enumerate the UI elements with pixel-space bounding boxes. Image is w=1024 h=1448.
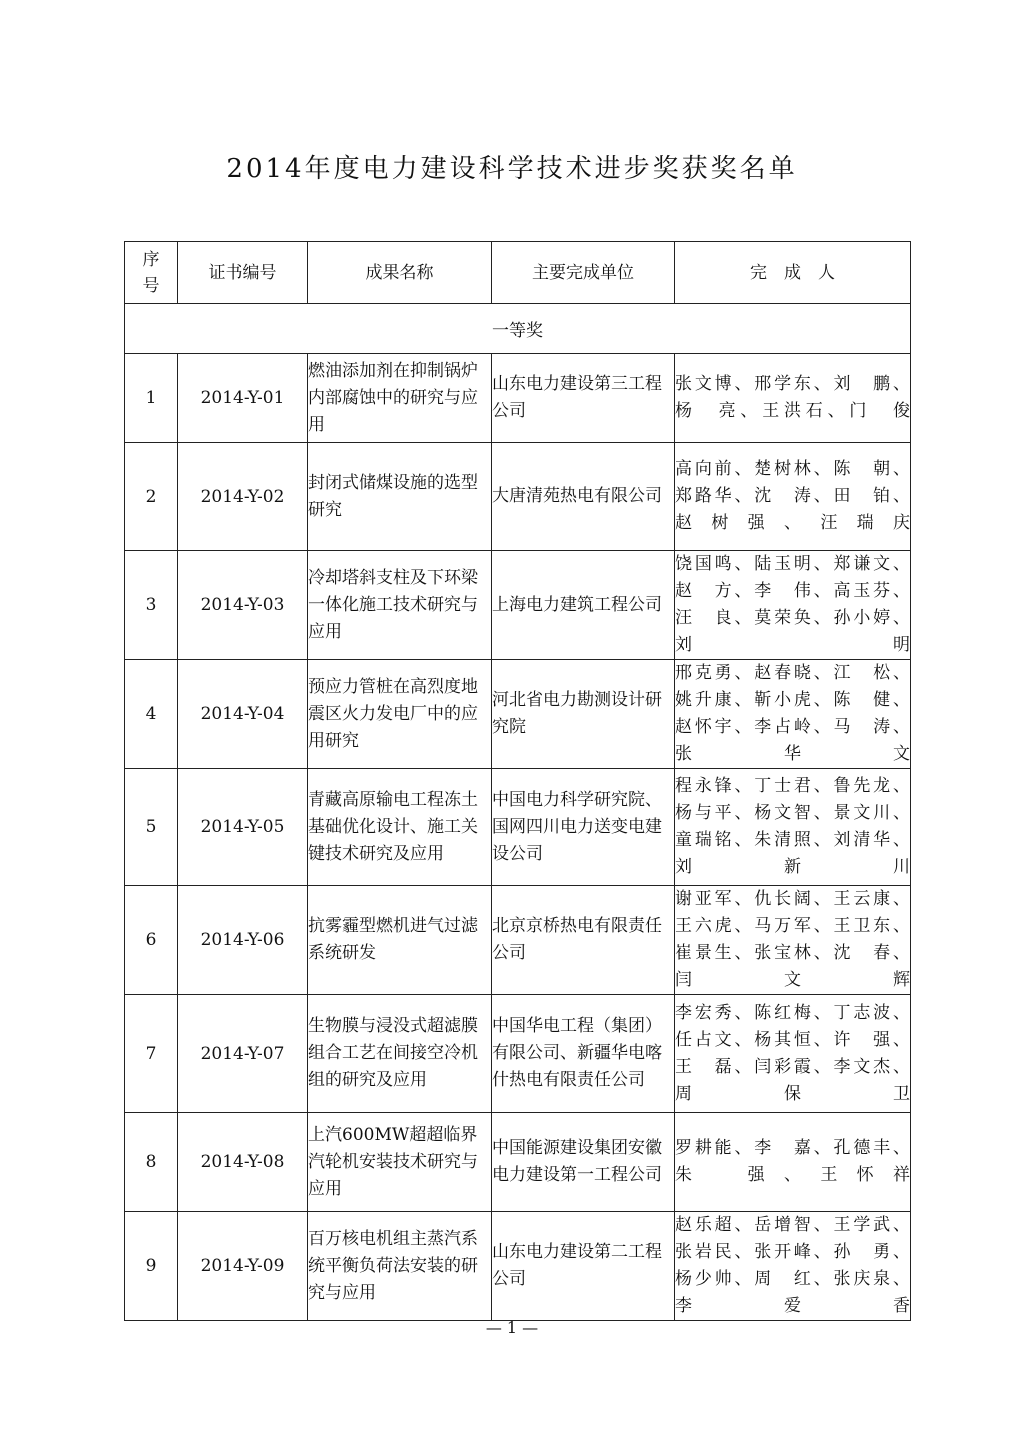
people-line: 刘 明 <box>675 635 910 655</box>
header-people: 完 成 人 <box>675 242 911 304</box>
row-unit: 上海电力建筑工程公司 <box>492 551 675 660</box>
row-people <box>675 1212 911 1321</box>
row-code: 2014-Y-03 <box>178 551 308 660</box>
people-line: 张华文 <box>675 744 910 764</box>
people-line: 赵怀宇、李占岭、马 涛、 <box>675 717 910 737</box>
row-name: 封闭式储煤设施的选型研究 <box>308 443 492 551</box>
row-no: 2 <box>125 443 178 551</box>
row-people <box>675 443 911 551</box>
table-row <box>125 354 911 443</box>
row-people <box>675 886 911 995</box>
table-row <box>125 886 911 995</box>
table-row <box>125 443 911 551</box>
header-name: 成果名称 <box>308 242 492 304</box>
row-no: 4 <box>125 660 178 769</box>
row-unit: 山东电力建设第二工程公司 <box>492 1212 675 1321</box>
header-no: 序号 <box>125 242 178 304</box>
page-title: 2014年度电力建设科学技术进步奖获奖名单 <box>226 154 798 184</box>
people-line: 周保卫 <box>675 1083 910 1104</box>
people-line: 赵乐超、岳增智、王学武、 <box>675 1215 910 1235</box>
people-line: 李宏秀、陈红梅、丁志波、 <box>675 1002 910 1023</box>
row-unit: 山东电力建设第三工程公司 <box>492 354 675 443</box>
people-line: 闫文辉 <box>675 970 910 990</box>
people-line: 张岩民、张开峰、孙 勇、 <box>675 1242 910 1262</box>
row-name: 燃油添加剂在抑制锅炉内部腐蚀中的研究与应用 <box>308 354 492 443</box>
row-people <box>675 660 911 769</box>
people-line: 赵树强、汪瑞庆 <box>675 513 910 533</box>
section-label: 一等奖 <box>125 304 911 354</box>
people-line: 任占文、杨其恒、许 强、 <box>675 1029 910 1050</box>
people-line: 汪 良、莫荣奂、孙小婷、 <box>675 608 910 628</box>
row-no: 7 <box>125 995 178 1113</box>
section-row <box>125 304 911 354</box>
people-line: 杨少帅、周 红、张庆泉、 <box>675 1269 910 1289</box>
row-name: 上汽600MW超超临界汽轮机安装技术研究与应用 <box>308 1113 492 1212</box>
table-row <box>125 769 911 886</box>
row-name: 生物膜与浸没式超滤膜组合工艺在间接空冷机组的研究及应用 <box>308 995 492 1113</box>
row-name: 百万核电机组主蒸汽系统平衡负荷法安装的研究与应用 <box>308 1212 492 1321</box>
row-code: 2014-Y-04 <box>178 660 308 769</box>
header-unit: 主要完成单位 <box>492 242 675 304</box>
row-code: 2014-Y-02 <box>178 443 308 551</box>
row-code: 2014-Y-08 <box>178 1113 308 1212</box>
people-line: 杨与平、杨文智、景文川、 <box>675 803 910 823</box>
people-line: 童瑞铭、朱清照、刘清华、 <box>675 830 910 850</box>
people-line: 刘新川 <box>675 857 910 877</box>
awards-table <box>124 241 911 1321</box>
row-no: 8 <box>125 1113 178 1212</box>
row-people <box>675 1113 911 1212</box>
row-people <box>675 769 911 886</box>
row-code: 2014-Y-01 <box>178 354 308 443</box>
row-name: 青藏高原输电工程冻土基础优化设计、施工关键技术研究及应用 <box>308 769 492 886</box>
people-line: 赵 方、李 伟、高玉芬、 <box>675 581 910 601</box>
people-line: 程永锋、丁士君、鲁先龙、 <box>675 776 910 796</box>
row-unit: 中国能源建设集团安徽电力建设第一工程公司 <box>492 1113 675 1212</box>
people-line: 朱 强、王怀祥 <box>675 1165 910 1185</box>
people-line: 王 磊、闫彩霞、李文杰、 <box>675 1056 910 1077</box>
people-line: 张文博、邢学东、刘 鹏、 <box>675 374 910 394</box>
row-name: 冷却塔斜支柱及下环梁一体化施工技术研究与应用 <box>308 551 492 660</box>
people-line: 饶国鸣、陆玉明、郑谦文、 <box>675 554 910 574</box>
table-header-row <box>125 242 911 304</box>
row-people <box>675 551 911 660</box>
row-unit: 中国电力科学研究院、国网四川电力送变电建设公司 <box>492 769 675 886</box>
row-code: 2014-Y-09 <box>178 1212 308 1321</box>
people-line: 王六虎、马万军、王卫东、 <box>675 916 910 936</box>
row-people <box>675 354 911 443</box>
row-unit: 大唐清苑热电有限公司 <box>492 443 675 551</box>
header-code: 证书编号 <box>178 242 308 304</box>
row-code: 2014-Y-07 <box>178 995 308 1113</box>
people-line: 杨 亮、王洪石、门 俊 <box>675 401 910 421</box>
row-name: 预应力管桩在高烈度地震区火力发电厂中的应用研究 <box>308 660 492 769</box>
people-line: 姚升康、靳小虎、陈 健、 <box>675 690 910 710</box>
people-line: 邢克勇、赵春晓、江 松、 <box>675 663 910 683</box>
people-line: 高向前、楚树林、陈 朝、 <box>675 459 910 479</box>
page-number: — 1 — <box>485 1318 539 1337</box>
table-row <box>125 1212 911 1321</box>
row-unit: 河北省电力勘测设计研究院 <box>492 660 675 769</box>
table-row <box>125 995 911 1113</box>
row-unit: 中国华电工程（集团）有限公司、新疆华电喀什热电有限责任公司 <box>492 995 675 1113</box>
row-code: 2014-Y-06 <box>178 886 308 995</box>
row-no: 1 <box>125 354 178 443</box>
row-no: 9 <box>125 1212 178 1321</box>
table-row <box>125 551 911 660</box>
row-no: 6 <box>125 886 178 995</box>
row-people <box>675 995 911 1113</box>
row-no: 5 <box>125 769 178 886</box>
table-row <box>125 660 911 769</box>
row-name: 抗雾霾型燃机进气过滤系统研发 <box>308 886 492 995</box>
table-row <box>125 1113 911 1212</box>
row-unit: 北京京桥热电有限责任公司 <box>492 886 675 995</box>
people-line: 郑路华、沈 涛、田 铂、 <box>675 486 910 506</box>
row-no: 3 <box>125 551 178 660</box>
people-line: 崔景生、张宝林、沈 春、 <box>675 943 910 963</box>
people-line: 李爱香 <box>675 1296 910 1316</box>
people-line: 罗耕能、李 嘉、孔德丰、 <box>675 1138 910 1158</box>
row-code: 2014-Y-05 <box>178 769 308 886</box>
people-line: 谢亚军、仇长阔、王云康、 <box>675 889 910 909</box>
